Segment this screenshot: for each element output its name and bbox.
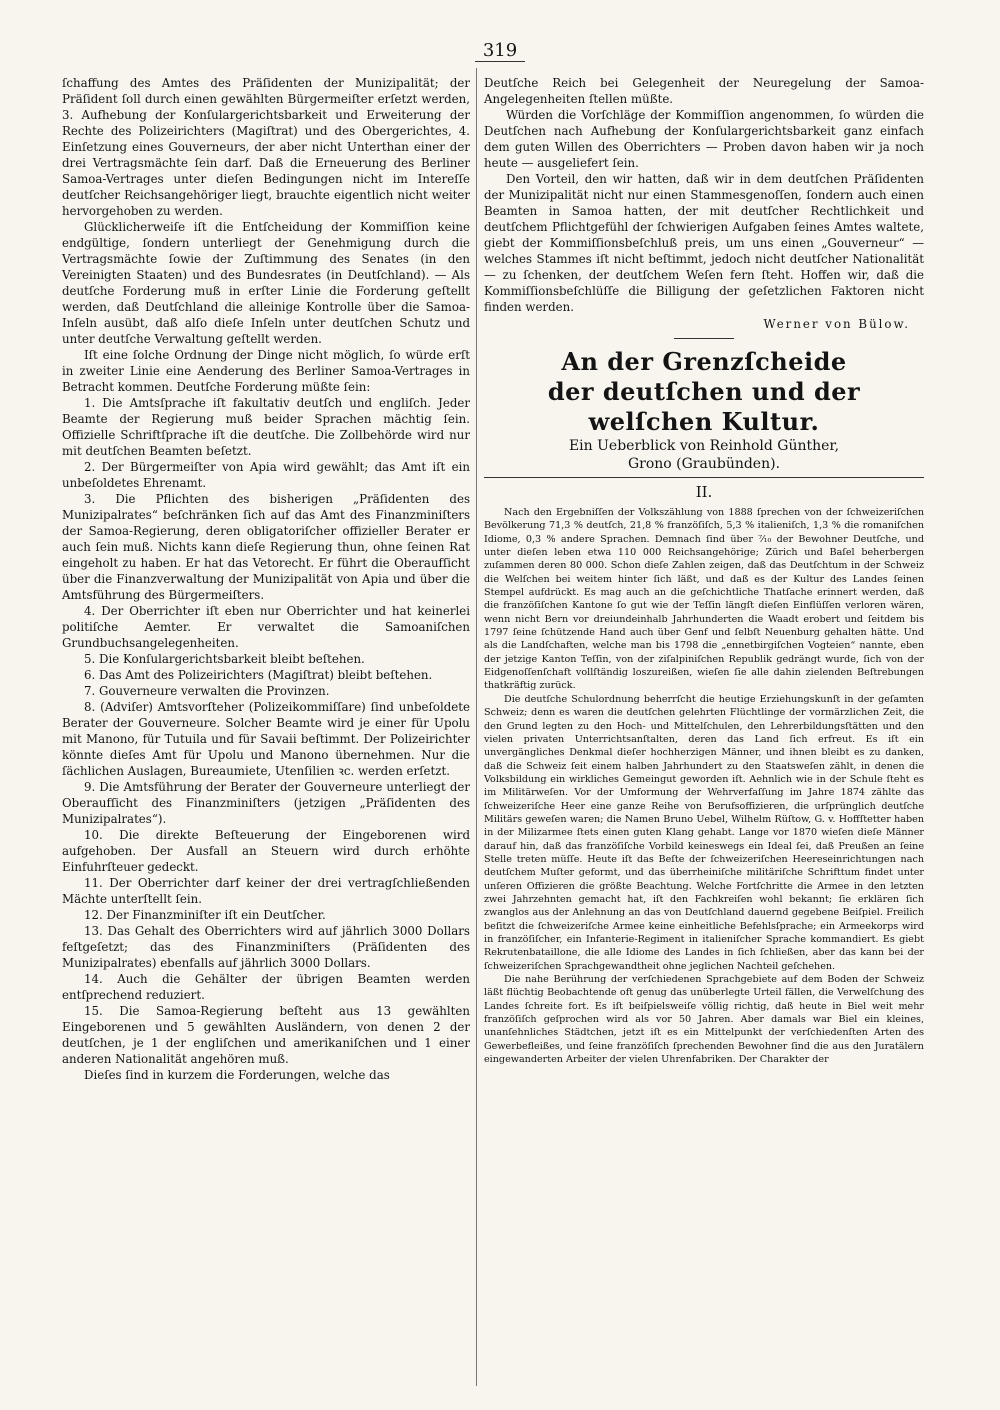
paragraph: ſchaffung des Amtes des Präſidenten der Munizipalität; der Präſident ſoll durch einen gewählten Bürgermeiſter erſetzt werden, 3. Aufhebung der Konſulargerichtsbarkeit und Erweiterung der Rechte des Polizeirichters (Magiſtrat) und des Obergerichtes, 4. Einſetzung eines Gouverneurs, der aber nicht Unterthan einer der drei Vertragsmächte ſein darf. Daß die Erneuerung des Berliner Samoa-Vertrages unter dieſen Bedingungen nicht im Intereſſe deutſcher Reichsangehöriger liegt, brauchte eigentlich nicht weiter hervorgehoben zu werden. [62,76,470,218]
right-column [484,75,924,1066]
article-title-line-2: der deutſchen und der welſchen Kultur. [547,377,861,436]
list-item: 7. Gouverneure verwalten die Provinzen. [84,684,330,698]
list-item: 15. Die Samoa-Regierung beſteht aus 13 gewählten Eingeborenen und 5 gewählten Ausländern, von denen 2 der deutſchen, je 1 der engliſchen und amerikaniſchen und 1 einer anderen Nationalität angehören muß. [62,1004,470,1066]
list-item: 2. Der Bürgermeiſter von Apia wird gewählt; das Amt iſt ein unbeſoldetes Ehrenamt. [62,460,470,490]
page-number: 319 [0,40,1000,61]
list-item: 12. Der Finanzminiſter iſt ein Deutſcher. [84,908,326,922]
paragraph: Die nahe Berührung der verſchiedenen Sprachgebiete auf dem Boden der Schweiz läßt flüchtig Beobachtende oft genug das unüberlegte Urteil fällen, die Verwelſchung des Landes ſchreite fort. Es iſt beiſpielsweiſe völlig richtig, daß heute in Biel weit mehr franzöſiſch geſprochen wird als vor 50 Jahren. Aber damals war Biel ein kleines, unanſehnliches Städtchen, jetzt iſt es ein Mittelpunkt der verſchiedenſten Arten des Gewerbefleißes, und ſeine franzöſiſch ſprechenden Bewohner ſind die aus den Juratälern eingewanderten Arbeiter der vielen Uhrenfabriken. Der Charakter der [484,974,924,1066]
article-body [484,506,924,1066]
list-item: 13. Das Gehalt des Oberrichters wird auf jährlich 3000 Dollars feſtgeſetzt; das des Finanzminiſters (Präſidenten des Munizipalrates) ebenfalls auf jährlich 3000 Dollars. [62,924,470,970]
list-item: 5. Die Konſulargerichtsbarkeit bleibt beſtehen. [84,652,365,666]
author-signature: Werner von Bülow. [763,317,910,331]
list-item: 1. Die Amtsſprache iſt fakultativ deutſch und engliſch. Jeder Beamte der Regierung muß beider Sprachen mächtig ſein. Offizielle Schriftſprache iſt die deutſche. Die Zollbehörde wird nur mit deutſchen Beamten beſetzt. [62,396,470,458]
list-item: 14. Auch die Gehälter der übrigen Beamten werden entſprechend reduziert. [62,972,470,1002]
column-divider [476,68,477,1386]
closing-paragraph: Dieſes ſind in kurzem die Forderungen, welche das [84,1068,390,1082]
paragraph: Die deutſche Schulordnung beherrſcht die heutige Erziehungskunſt in der geſamten Schweiz; denn es waren die deutſchen gelehrten Flüchtlinge der vormärzlichen Zeit, die den Grund legten zu den Hoch- und Mittelſchulen, den Lehrerbildungsſtätten und den vielen privaten Unterrichtsanſtalten, deren das Land ſich erfreut. Es iſt ein unvergängliches Denkmal dieſer hochherzigen Männer, und ihnen bleibt es zu danken, daß die Schweiz ſeit einem halben Jahrhundert zu den Staatsweſen zählt, in denen die Volksbildung ein wirkliches Gemeingut geworden iſt. Aehnlich wie in der Schule ſteht es im Militärweſen. Vor der Umformung der Wehrverfaſſung im Jahre 1874 zählte das ſchweizeriſche Heer eine ganze Reihe von Berufsoffizieren, die urſprünglich deutſche Militärs geweſen waren; die Namen Bruno Uebel, Wilhelm Rüſtow, G. v. Hoffſtetter haben in der Milizarmee ſtets einen guten Klang gehabt. Lange vor 1870 wieſen dieſe Männer darauf hin, daß das franzöſiſche Vorbild keineswegs ein Ideal ſei, daß Preußen an ſeine Stelle treten müſſe. Heute iſt das Beſte der ſchweizeriſchen Heereseinrichtungen nach deutſchem Muſter geformt, und das überrheiniſche militäriſche Schrifttum findet unter unſeren Offizieren die größte Beachtung. Welche Fortſchritte die Armee in den letzten zwei Jahrzehnten gemacht hat, iſt den Fachkreiſen wohl bekannt; ſie erklären ſich zwanglos aus der Anlehnung an das von Deutſchland dauernd gegebene Beiſpiel. Freilich beſitzt die ſchweizeriſche Armee keine einheitliche Befehlsſprache; ein Armeekorps wird in franzöſiſcher, ein Infanterie-Regiment in italieniſcher Sprache kommandiert. Es giebt Rekrutenbataillone, die alle Idiome des Landes in ſich ſchließen, aber das kann bei der ſchweizeriſchen Sprachgewandtheit ohne jeglichen Nachteil geſchehen. [484,693,924,972]
paragraph: Glücklicherweiſe iſt die Entſcheidung der Kommiſſion keine endgültige, ſondern unterliegt der Genehmigung durch die Vertragsmächte ſowie der Zuſtimmung des Senates (in den Vereinigten Staaten) und des Bundesrates (in Deutſchland). — Als deutſche Forderung muß in erſter Linie die Forderung geſtellt werden, daß Deutſchland die alleinige Kontrolle über die Samoa-Inſeln ausübt, daß alſo dieſe Inſeln unter deutſchen Schutz und unter deutſche Verwaltung geſtellt werden. [62,220,470,346]
section-number: II. [695,483,713,501]
paragraph: Deutſche Reich bei Gelegenheit der Neuregelung der Samoa-Angelegenheiten ſtellen müßte. [484,76,924,106]
article-title-line-1: An der Grenzſcheide [561,347,847,376]
paragraph: Den Vorteil, den wir hatten, daß wir in dem deutſchen Präſidenten der Munizipalität nicht nur einen Stammesgenoſſen, ſondern auch einen Beamten in Samoa hatten, der mit deutſcher Rechtlichkeit und deutſchem Pflichtgefühl der ſchwierigen Aufgaben ſeines Amtes waltete, giebt der Kommiſſionsbeſchluß preis, um uns einen „Gouverneur“ — welches Stammes iſt nicht beſtimmt, jedoch nicht deutſcher Nationalität — zu ſchenken, der deutſchem Weſen fern ſteht. Hoffen wir, daß die Kommiſſionsbeſchlüſſe die Billigung der geſetzlichen Faktoren nicht finden werden. [484,172,924,314]
list-item: 11. Der Oberrichter darf keiner der drei vertragſchließenden Mächte unterſtellt ſein. [62,876,470,906]
paragraph: Würden die Vorſchläge der Kommiſſion angenommen, ſo würden die Deutſchen nach Aufhebung der Konſulargerichtsbarkeit ganz einfach dem guten Willen des Oberrichters — Proben davon haben wir ja noch heute — ausgeliefert ſein. [484,108,924,170]
section-rule [484,477,924,478]
article-subtitle-line-2: Grono (Graubünden). [627,456,781,472]
list-item: 9. Die Amtsführung der Berater der Gouverneure unterliegt der Oberaufſicht des Finanzminiſters (jetzigen „Präſidenten des Munizipalrates“). [62,780,470,826]
article-subtitle-line-1: Ein Ueberblick von Reinhold Günther, [568,438,840,454]
paragraph: Iſt eine ſolche Ordnung der Dinge nicht möglich, ſo würde erſt in zweiter Linie eine Aenderung des Berliner Samoa-Vertrages in Betracht kommen. Deutſche Forderung müßte ſein: [62,348,470,394]
list-item: 6. Das Amt des Polizeirichters (Magiſtrat) bleibt beſtehen. [84,668,433,682]
paragraph: Nach den Ergebniſſen der Volkszählung von 1888 ſprechen von der ſchweizeriſchen Bevölkerung 71,3 % deutſch, 21,8 % franzöſiſch, 5,3 % italieniſch, 1,3 % die romaniſchen Idiome, 0,3 % andere Sprachen. Demnach ſind über ⁷⁄₁₀ der Bewohner Deutſche, und unter dieſen leben etwa 110 000 Reichsangehörige; Zürich und Baſel beherbergen zuſammen deren 80 000. Schon dieſe Zahlen zeigen, daß das Deutſchtum in der Schweiz die Welſchen bei weitem hinter ſich läßt, und daß es der Kultur des Landes ſeinen Stempel aufdrückt. Es mag auch an die geſchichtliche Thatſache erinnert werden, daß die franzöſiſchen Kantone ſo gut wie der Teſſin längſt dieſen Einflüſſen verloren wären, wenn nicht Bern vor dreiundeinhalb Jahrhunderten die Waadt erobert und ſeitdem bis 1797 ſeine ſchützende Hand auch über Genf und ſelbſt Neuenburg gehalten hätte. Und als die Landſchaften, welche man bis 1798 die „ennetbirgiſchen Vogteien“ nannte, eben der jetzige Kanton Teſſin, von der ziſalpiniſchen Republik gedrängt wurde, ſich von der Eidgenoſſenſchaft vollſtändig loszureißen, wieſen ſie alle dahin zielenden Beſtrebungen thatkräftig zurück. [484,507,924,692]
separator-rule [674,338,734,339]
left-column [62,75,470,1083]
list-item: 3. Die Pflichten des bisherigen „Präſidenten des Munizipalrates“ beſchränken ſich auf das Amt des Finanzminiſters der Samoa-Regierung, deren obligatoriſcher offizieller Berater er auch ſein muß. Nichts kann dieſe Regierung thun, ohne ſeinen Rat eingeholt zu haben. Er hat das Vetorecht. Er führt die Oberaufſicht über die Finanzverwaltung der Munizipalität von Apia und über die Amtsführung des Bürgermeiſters. [62,492,470,602]
list-item: 10. Die direkte Beſteuerung der Eingeborenen wird aufgehoben. Der Ausfall an Steuern wird durch erhöhte Einfuhrſteuer gedeckt. [62,828,470,874]
list-item: 4. Der Oberrichter iſt eben nur Oberrichter und hat keinerlei politiſche Aemter. Er verwaltet die Samoaniſchen Grundbuchsangelegenheiten. [62,604,470,650]
list-item: 8. (Adviſer) Amtsvorſteher (Polizeikommiſſare) ſind unbeſoldete Berater der Gouverneure. Solcher Beamte wird je einer für Upolu mit Manono, für Tutuila und für Savaii beſtimmt. Der Polizeirichter könnte dieſes Amt für Upolu und Manono übernehmen. Nur die ſächlichen Auslagen, Bureaumiete, Utenſilien ꝛc. werden erſetzt. [62,700,470,778]
